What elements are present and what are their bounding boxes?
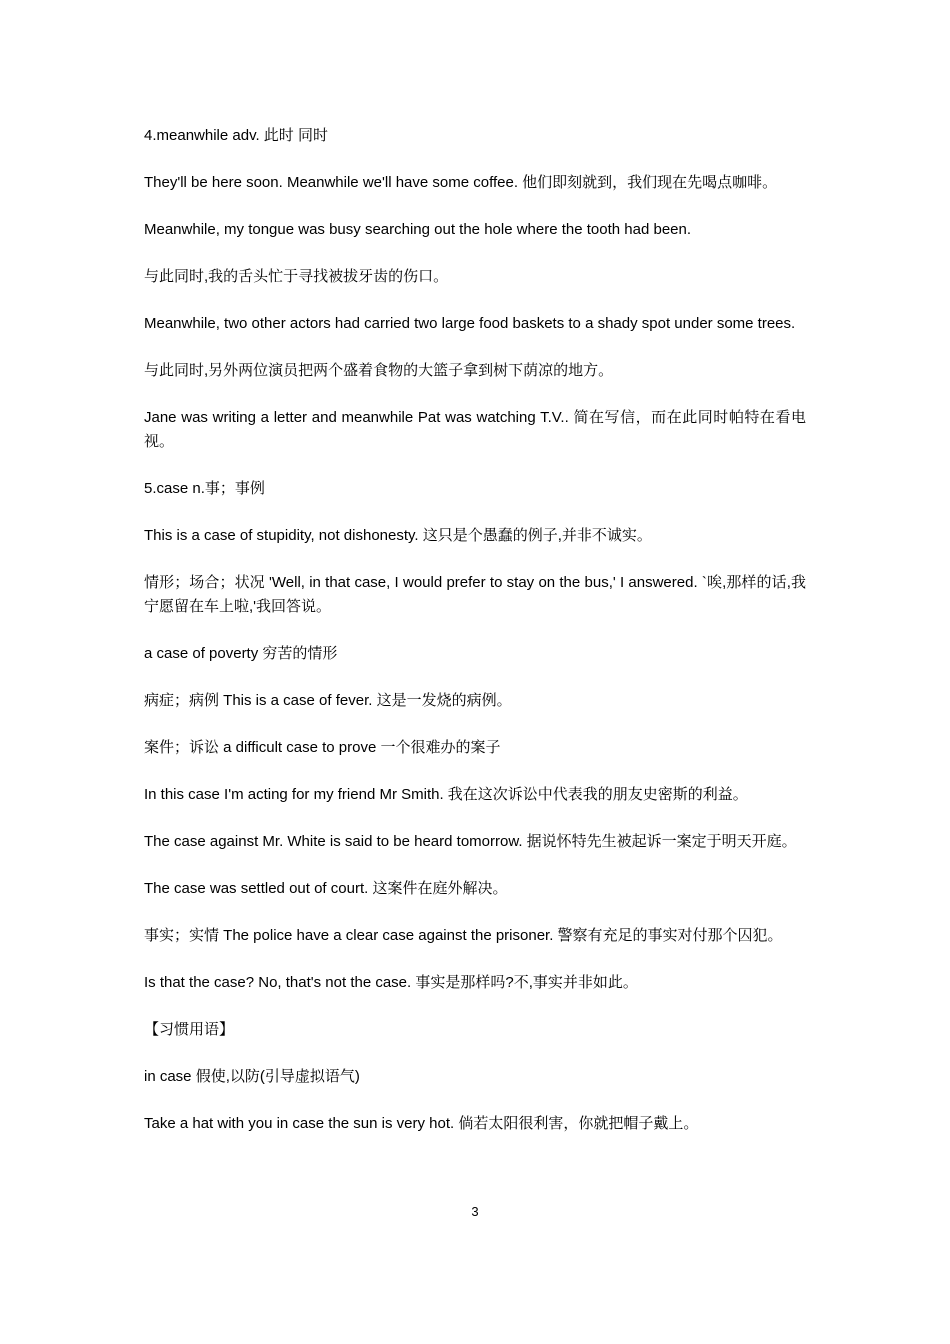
example-sentence: This is a case of stupidity, not dishonesty. 这只是个愚蠢的例子,并非不诚实。 bbox=[144, 527, 652, 544]
sense-fact: 事实；实情 The police have a clear case against the prisoner. 警察有充足的事实对付那个囚犯。 bbox=[144, 927, 783, 944]
example-sentence: Jane was writing a letter and meanwhile Pat was watching T.V.. 简在写信，而在此同时帕特在看电视。 bbox=[144, 409, 806, 450]
sense-illness: 病症；病例 This is a case of fever. 这是一发烧的病例。 bbox=[144, 692, 512, 709]
heading-case: 5.case n.事；事例 bbox=[144, 480, 265, 497]
translation-sentence: 与此同时,我的舌头忙于寻找被拔牙齿的伤口。 bbox=[144, 268, 449, 285]
section-heading-idioms: 【习惯用语】 bbox=[144, 1021, 235, 1038]
heading-meanwhile: 4.meanwhile adv. 此时 同时 bbox=[144, 127, 328, 144]
example-sentence: In this case I'm acting for my friend Mr Smith. 我在这次诉讼中代表我的朋友史密斯的利益。 bbox=[144, 786, 748, 803]
page-number: 3 bbox=[471, 1204, 479, 1219]
example-sentence: The case against Mr. White is said to be heard tomorrow. 据说怀特先生被起诉一案定于明天开庭。 bbox=[144, 833, 797, 850]
example-sentence: Take a hat with you in case the sun is very hot. 倘若太阳很利害，你就把帽子戴上。 bbox=[144, 1115, 699, 1132]
sense-situation: 情形；场合；状况 'Well, in that case, I would prefer to stay on the bus,' I answered. `唉,那样的话,我宁愿留在车上啦,'我回答说。 bbox=[144, 574, 806, 615]
page-content bbox=[144, 124, 806, 1159]
example-sentence: The case was settled out of court. 这案件在庭外解决。 bbox=[144, 880, 508, 897]
idiom-in-case: in case 假使,以防(引导虚拟语气) bbox=[144, 1068, 360, 1085]
example-sentence: Is that the case? No, that's not the case. 事实是那样吗?不,事实并非如此。 bbox=[144, 974, 638, 991]
example-sentence: Meanwhile, my tongue was busy searching out the hole where the tooth had been. bbox=[144, 221, 692, 238]
sense-lawsuit: 案件；诉讼 a difficult case to prove 一个很难办的案子 bbox=[144, 739, 501, 756]
example-phrase: a case of poverty 穷苦的情形 bbox=[144, 645, 338, 662]
example-sentence: They'll be here soon. Meanwhile we'll have some coffee. 他们即刻就到，我们现在先喝点咖啡。 bbox=[144, 174, 778, 191]
example-sentence: Meanwhile, two other actors had carried two large food baskets to a shady spot under some trees. bbox=[144, 315, 796, 332]
translation-sentence: 与此同时,另外两位演员把两个盛着食物的大篮子拿到树下荫凉的地方。 bbox=[144, 362, 614, 379]
